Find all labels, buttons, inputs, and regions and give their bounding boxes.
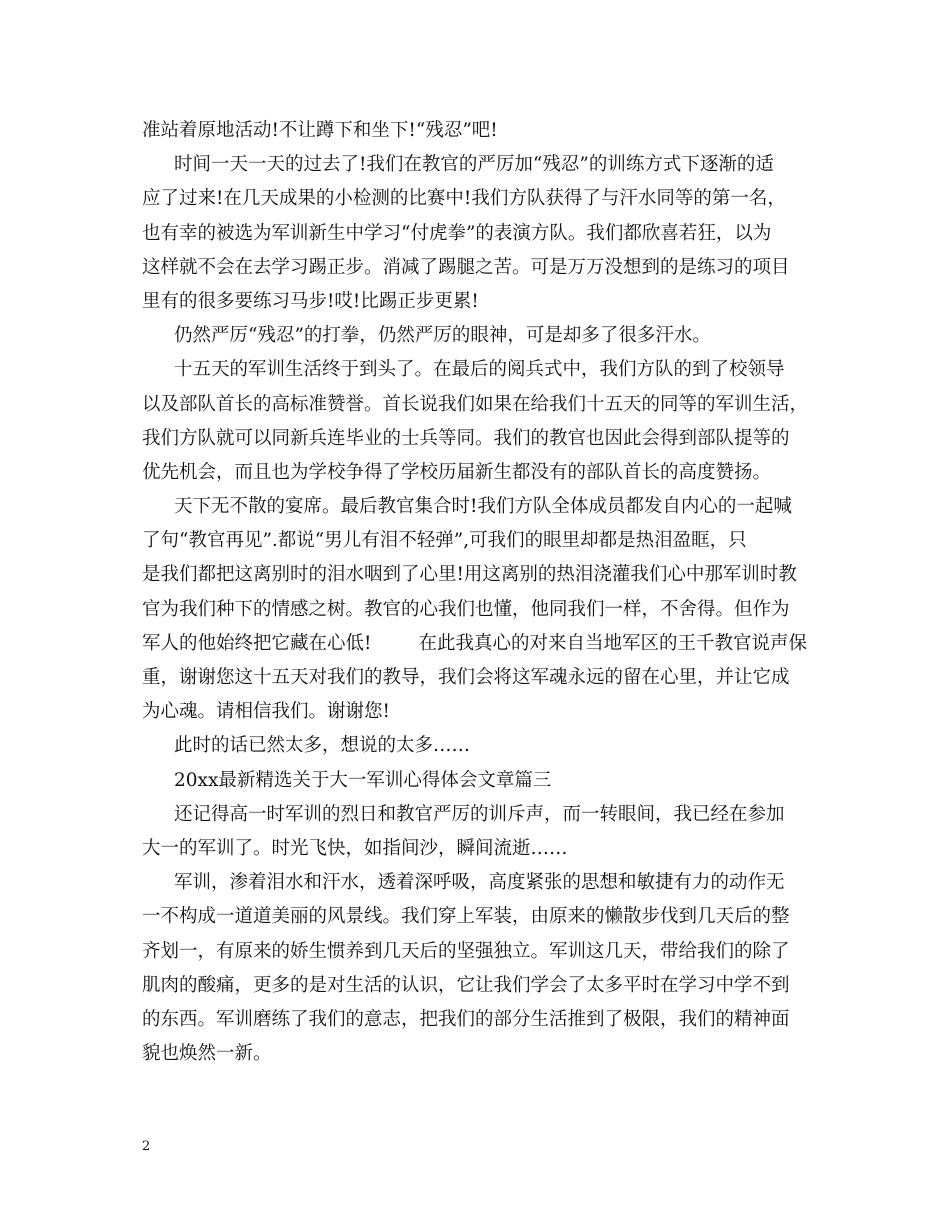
text-line: 为心魂。请相信我们。谢谢您! [142,701,390,723]
text-line: 优先机会，而且也为学校争得了学校历届新生都没有的部队首长的高度赞扬。 [142,461,772,483]
page-number: 2 [142,1139,151,1154]
text-line: 我们方队就可以同新兵连毕业的士兵等同。我们的教官也因此会得到部队提等的 [142,427,790,449]
text-line: 天下无不散的宴席。最后教官集合时!我们方队全体成员都发自内心的一起喊 [174,496,792,518]
text-line: 十五天的军训生活终于到头了。在最后的阅兵式中，我们方队的到了校领导 [174,359,785,381]
text-line: 应了过来!在几天成果的小检测的比赛中!我们方队获得了与汗水同等的第一名， [142,188,786,210]
text-line: 是我们都把这离别时的泪水咽到了心里!用这离别的热泪浇灌我们心中那军训时教 [142,564,797,586]
body-text [142,114,814,1071]
text-line: 貌也焕然一新。 [142,1043,272,1065]
text-line: 也有幸的被选为军训新生中学习“付虎拳”的表演方队。我们都欣喜若狂，以为 [142,222,772,244]
text-line: 一不构成一道道美丽的风景线。我们穿上军装，由原来的懒散步伐到几天后的整 [142,906,790,928]
text-line: 此时的话已然太多，想说的太多…… [174,735,471,757]
text-line: 军训，渗着泪水和汗水，透着深呼吸，高度紧张的思想和敏捷有力的动作无 [174,872,785,894]
text-line: 军人的他始终把它藏在心低! 在此我真心的对来自当地军区的王千教官说声保 [142,632,807,654]
text-line: 重，谢谢您这十五天对我们的教导，我们会将这军魂永远的留在心里，并让它成 [142,667,790,688]
text-line: 仍然严厉“残忍”的打拳，仍然严厉的眼神，可是却多了很多汗水。 [174,325,711,347]
text-line: 的东西。军训磨练了我们的意志，把我们的部分生活推到了极限，我们的精神面 [142,1008,790,1030]
text-line: 时间一天一天的过去了!我们在教官的严厉加“残忍”的训练方式下逐渐的适 [174,154,774,176]
text-line: 齐划一，有原来的娇生惯养到几天后的坚强独立。军训这几天，带给我们的除了 [142,940,790,962]
section-heading: 20xx最新精选关于大一军训心得体会文章篇三 [174,769,552,791]
text-line: 里有的很多要练习马步!哎!比踢正步更累! [142,290,479,312]
text-line: 肌肉的酸痛，更多的是对生活的认识，它让我们学会了太多平时在学习中学不到 [142,974,790,996]
text-line: 准站着原地活动!不让蹲下和坐下!“残忍”吧! [142,120,498,141]
text-line: 还记得高一时军训的烈日和教官严厉的训斥声，而一转眼间，我已经在参加 [174,803,785,825]
text-line: 这样就不会在去学习踢正步。消减了踢腿之苦。可是万万没想到的是练习的项目 [142,256,790,278]
text-line: 官为我们种下的情感之树。教官的心我们也懂，他同我们一样，不舍得。但作为 [142,598,790,620]
text-line: 以及部队首长的高标准赞誉。首长说我们如果在给我们十五天的同等的军训生活， [142,393,809,415]
text-line: 大一的军训了。时光飞快，如指间沙，瞬间流逝…… [142,837,568,859]
text-line: 了句“教官再见”.都说“男儿有泪不轻弹”,可我们的眼里却都是热泪盈眶，只 [142,530,747,552]
